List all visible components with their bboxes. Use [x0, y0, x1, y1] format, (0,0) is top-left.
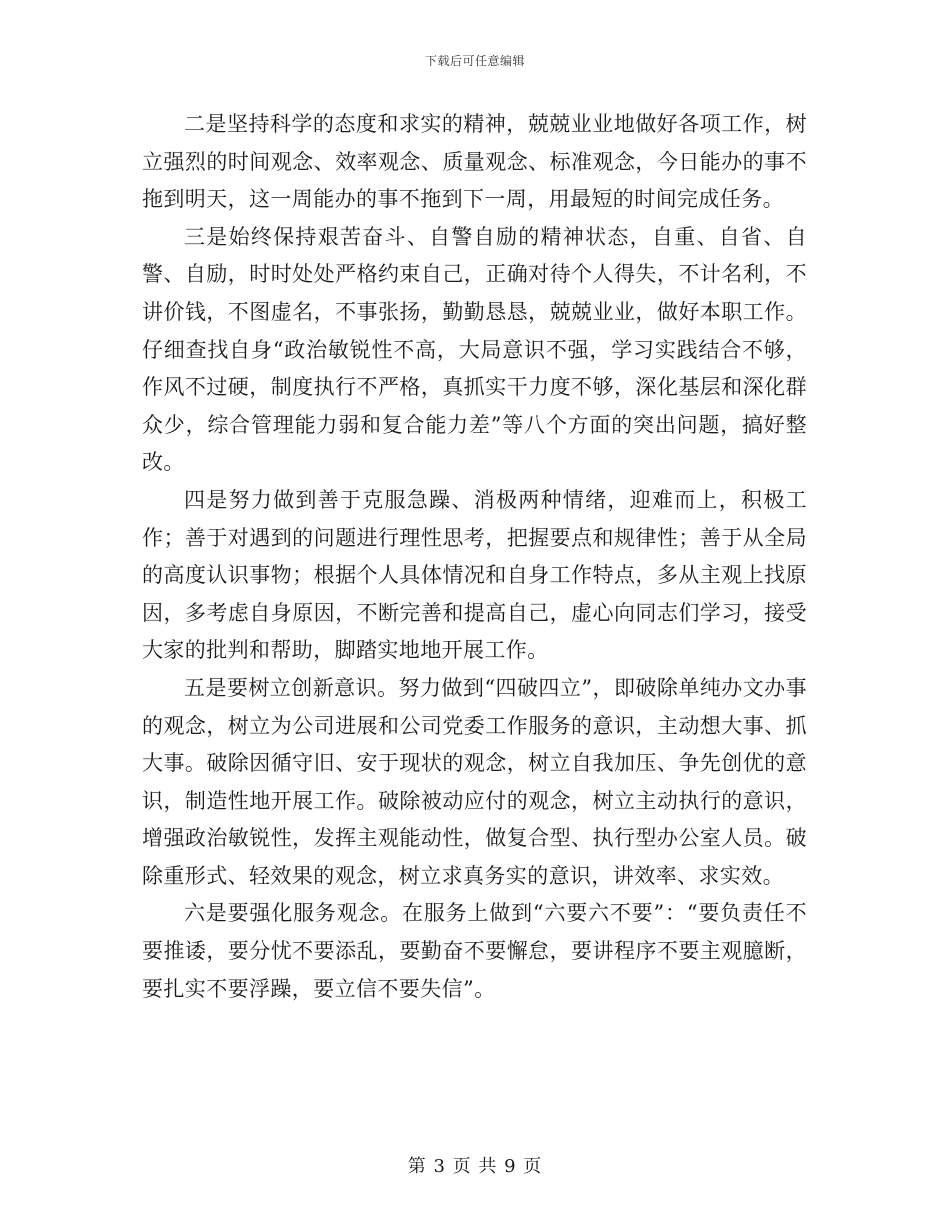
paragraph-6: 六是要强化服务观念。在服务上做到“六要六不要”：“要负责任不要推诿，要分忧不要添乱，要勤奋不要懈怠，要讲程序不要主观臆断，要扎实不要浮躁，要立信不要失信”。	[142, 901, 807, 1001]
paragraph-3: 三是始终保持艰苦奋斗、自警自励的精神状态，自重、自省、自警、自励，时时处处严格约束自己，正确对待个人得失，不计名利，不讲价钱，不图虚名，不事张扬，勤勤恳恳，兢兢业业，做好本职工作。仔细查找自身“政治敏锐性不高，大局意识不强，学习实践结合不够，作风不过硬，制度执行不严格，真抓实干力度不够，深化基层和深化群众少，综合管理能力弱和复合能力差”等八个方面的突出问题，搞好整改。	[142, 224, 807, 475]
paragraph-4: 四是努力做到善于克服急躁、消极两种情绪，迎难而上，积极工作；善于对遇到的问题进行理性思考，把握要点和规律性；善于从全局的高度认识事物；根据个人具体情况和自身工作特点，多从主观上找原因，多考虑自身原因，不断完善和提高自己，虚心向同志们学习，接受大家的批判和帮助，脚踏实地地开展工作。	[142, 487, 807, 663]
paragraph-5: 五是要树立创新意识。努力做到“四破四立”，即破除单纯办文办事的观念，树立为公司进展和公司党委工作服务的意识，主动想大事、抓大事。破除因循守旧、安于现状的观念，树立自我加压、争先创优的意识，制造性地开展工作。破除被动应付的观念，树立主动执行的意识，增强政治敏锐性，发挥主观能动性，做复合型、执行型办公室人员。破除重形式、轻效果的观念，树立求真务实的意识，讲效率、求实效。	[142, 675, 807, 888]
paragraph-2: 二是坚持科学的态度和求实的精神，兢兢业业地做好各项工作，树立强烈的时间观念、效率观念、质量观念、标准观念，今日能办的事不拖到明天，这一周能办的事不拖到下一周，用最短的时间完成任务。	[142, 112, 807, 212]
page-number: 第 3 页 共 9 页	[407, 1156, 543, 1177]
body-text	[142, 106, 807, 1008]
page-header: 下载后可任意编辑	[424, 54, 525, 68]
